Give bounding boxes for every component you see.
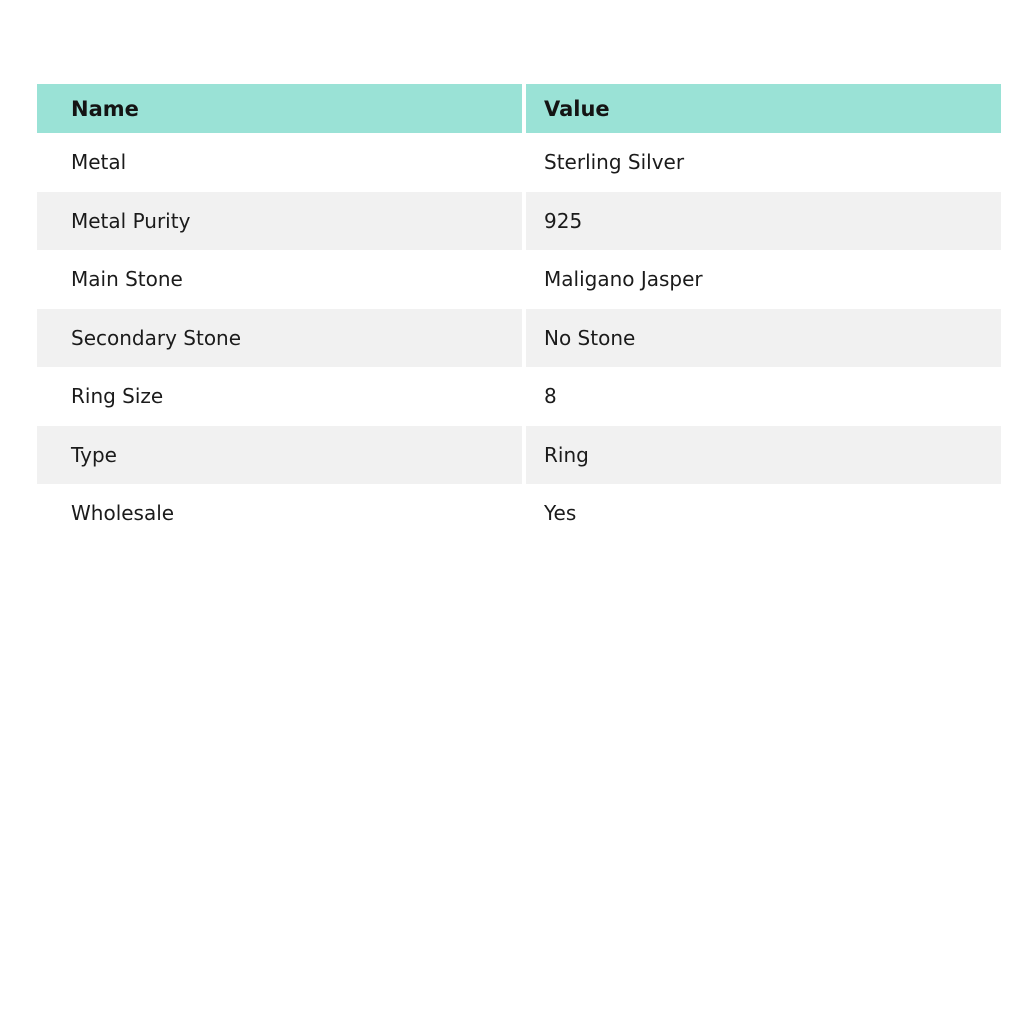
attribute-value-cell: Ring bbox=[526, 426, 1001, 485]
attribute-name-cell: Ring Size bbox=[37, 367, 522, 426]
attribute-name-cell: Secondary Stone bbox=[37, 309, 522, 368]
attribute-name-cell: Main Stone bbox=[37, 250, 522, 309]
attribute-value-cell: Sterling Silver bbox=[526, 133, 1001, 192]
column-header-name: Name bbox=[37, 84, 522, 133]
attribute-value-cell: Maligano Jasper bbox=[526, 250, 1001, 309]
attribute-value-cell: No Stone bbox=[526, 309, 1001, 368]
column-header-value: Value bbox=[526, 84, 1001, 133]
attribute-value-cell: 925 bbox=[526, 192, 1001, 251]
attribute-name-cell: Metal bbox=[37, 133, 522, 192]
attribute-value-cell: Yes bbox=[526, 484, 1001, 543]
product-attributes-table bbox=[37, 84, 1001, 543]
attribute-name-cell: Metal Purity bbox=[37, 192, 522, 251]
attribute-name-cell: Wholesale bbox=[37, 484, 522, 543]
attribute-value-cell: 8 bbox=[526, 367, 1001, 426]
attribute-name-cell: Type bbox=[37, 426, 522, 485]
